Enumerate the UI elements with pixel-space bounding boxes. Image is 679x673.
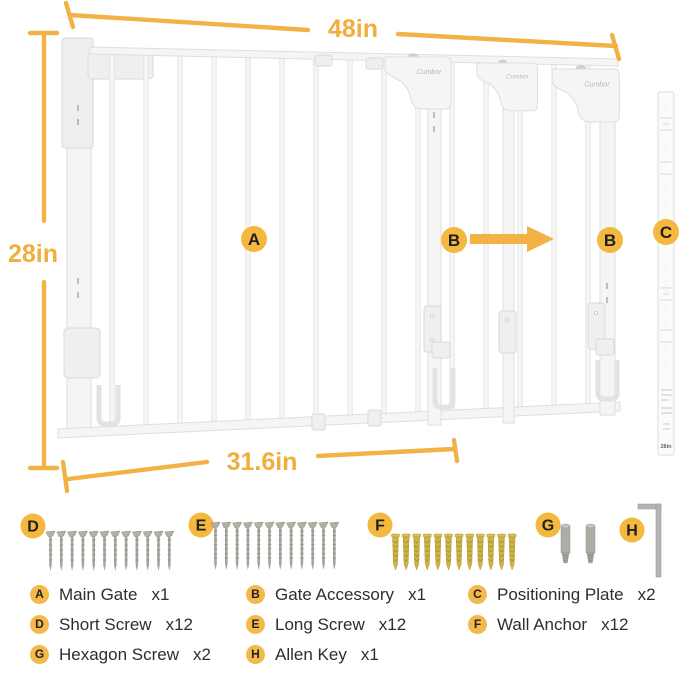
- hardware-row: [21, 504, 662, 577]
- callout-c-letter: C: [659, 223, 673, 242]
- short-screws: [46, 531, 174, 571]
- latch-panel-1: [385, 54, 451, 109]
- part-badge: A: [30, 585, 49, 604]
- hexagon-screws: [561, 524, 595, 563]
- part-badge: E: [246, 615, 265, 634]
- part-qty: x12: [601, 614, 629, 634]
- top-rail: [90, 47, 618, 66]
- part-item-gate-accessory: [246, 584, 468, 605]
- part-item-hexagon-screw: [30, 644, 246, 665]
- rail-joint: [312, 414, 325, 430]
- part-qty: x12: [378, 614, 407, 634]
- part-qty: x2: [193, 644, 211, 664]
- part-item-main-gate: [30, 584, 246, 605]
- part-item-wall-anchor: [468, 614, 670, 635]
- part-badge: D: [30, 615, 49, 634]
- callout-a-letter: A: [247, 230, 261, 249]
- long-screws: [211, 522, 339, 570]
- width-dimension-label: 48in: [327, 15, 379, 43]
- part-badge: C: [468, 585, 487, 604]
- callout-b1-letter: B: [447, 231, 461, 250]
- part-name: Positioning Plate: [497, 584, 624, 604]
- part-name: Main Gate: [59, 584, 138, 604]
- part-name: Long Screw: [275, 614, 365, 634]
- callout-positioning-plate: [653, 219, 679, 245]
- part-qty: x1: [151, 584, 170, 604]
- hardware-f-letter: F: [375, 517, 385, 535]
- callout-b2-letter: B: [603, 231, 617, 250]
- plate-size-label: 28in: [660, 444, 672, 450]
- part-badge: G: [30, 645, 49, 664]
- hardware-d-letter: D: [27, 518, 39, 536]
- part-qty: x12: [165, 614, 194, 634]
- parts-list: [30, 584, 670, 665]
- rail-joint: [368, 410, 381, 426]
- part-item-long-screw: [246, 614, 468, 635]
- part-badge: H: [246, 645, 265, 664]
- part-name: Gate Accessory: [275, 584, 395, 604]
- extension-post: [503, 103, 514, 423]
- callout-gate-accessory-1: [441, 227, 467, 253]
- latch-panel-3: [552, 66, 619, 122]
- callout-main-gate: [241, 226, 267, 252]
- part-badge: F: [468, 615, 487, 634]
- part-item-short-screw: [30, 614, 246, 635]
- left-top-arm: [88, 52, 153, 79]
- main-gate-width-label: 31.6in: [226, 448, 298, 476]
- part-qty: x1: [360, 644, 379, 664]
- positioning-plate: [658, 92, 674, 455]
- dimension-height: [8, 33, 58, 468]
- hardware-h-letter: H: [626, 522, 638, 540]
- part-name: Hexagon Screw: [59, 644, 180, 664]
- part-name: Wall Anchor: [497, 614, 588, 634]
- left-bottom-bracket: [64, 328, 100, 378]
- dimension-main-gate-width: [63, 440, 457, 491]
- part-name: Allen Key: [275, 644, 347, 664]
- hardware-g-letter: G: [541, 517, 555, 535]
- part-name: Short Screw: [59, 614, 152, 634]
- part-qty: x2: [637, 584, 656, 604]
- gate-diagram: Cumbor 28in 48in 28in 31.6in A B B C D E F G H: [0, 0, 679, 584]
- part-qty: x1: [408, 584, 427, 604]
- hardware-e-letter: E: [195, 517, 207, 535]
- part-item-positioning-plate: [468, 584, 670, 605]
- rail-clamp: [315, 55, 332, 66]
- wall-anchors: [392, 534, 517, 570]
- part-badge: B: [246, 585, 265, 604]
- callout-gate-accessory-2: [597, 227, 623, 253]
- bottom-rail: [58, 402, 620, 438]
- rail-clamp: [366, 58, 383, 69]
- part-item-allen-key: [246, 644, 468, 665]
- height-dimension-label: 28in: [7, 240, 59, 268]
- allen-key: [638, 504, 661, 577]
